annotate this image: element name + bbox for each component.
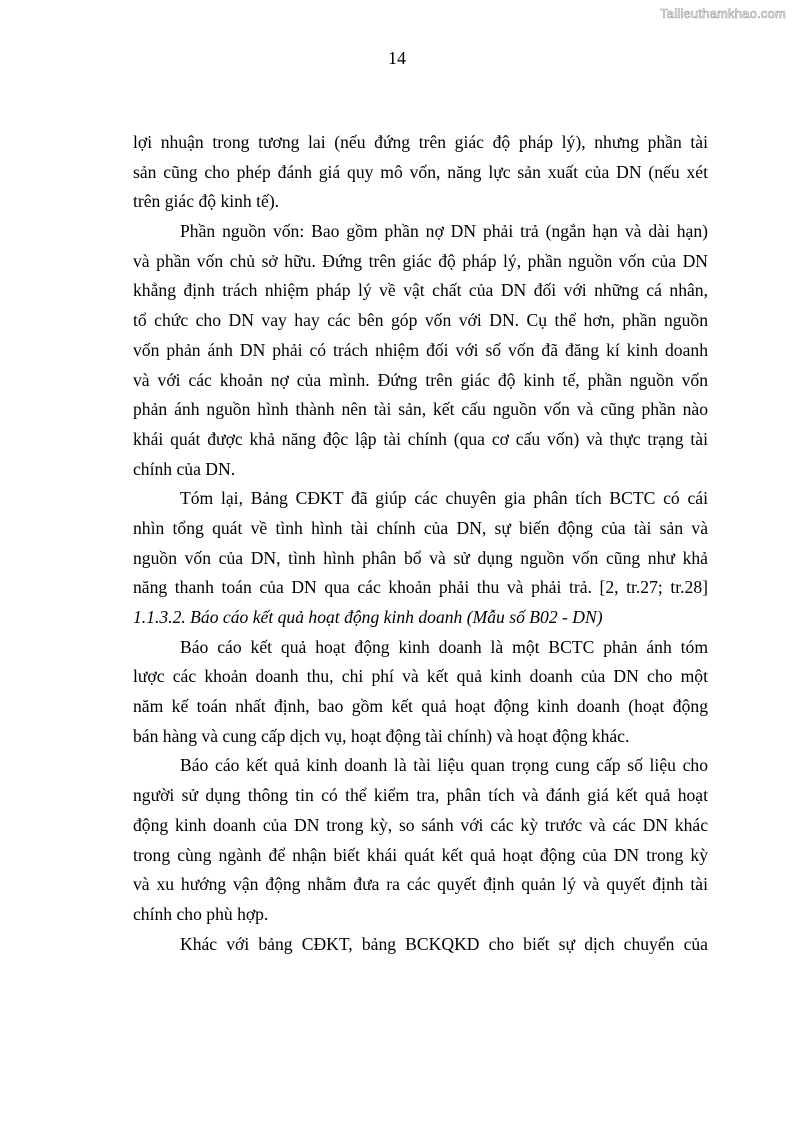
text-line: sản cũng cho phép đánh giá quy mô vốn, năng lực sản xuất của DN (nếu xét [133,161,708,182]
text-line: người sử dụng thông tin có thể kiểm tra, phân tích và đánh giá kết quả hoạt [133,785,708,806]
text-line: Báo cáo kết quả kinh doanh là tài liệu quan trọng cung cấp số liệu cho [180,755,708,776]
text-line: trong cùng ngành để nhận biết khái quát kết quả hoạt động của DN trong kỳ [133,844,708,865]
page-number: 14 [388,48,406,68]
text-line: Tóm lại, Bảng CĐKT đã giúp các chuyên gia phân tích BCTC có cái [180,488,708,509]
text-line: trên giác độ kinh tế). [133,191,280,212]
watermark: Tailieuthamkhao.com [660,6,786,21]
text-line: khẳng định trách nhiệm pháp lý về vật chất của DN đối với những cá nhân, [133,280,708,301]
text-line: vốn phản ánh DN phải có trách nhiệm đối với số vốn đã đăng kí kinh doanh [133,339,708,360]
text-line: và phần vốn chủ sở hữu. Đứng trên giác độ pháp lý, phần nguồn vốn của DN [133,250,708,271]
text-line: lợi nhuận trong tương lai (nếu đứng trên giác độ pháp lý), nhưng phần tài [133,132,708,152]
text-line: và xu hướng vận động nhằm đưa ra các quyết định quản lý và quyết định tài [133,874,708,895]
body-text [133,128,708,959]
text-line: năng thanh toán của DN qua các khoản phải thu và phải trả. [2, tr.27; tr.28] [133,577,708,598]
text-line: phản ánh nguồn hình thành nên tài sản, kết cấu nguồn vốn và cũng phần nào [133,399,708,420]
section-heading: 1.1.3.2. Báo cáo kết quả hoạt động kinh doanh (Mẫu số B02 - DN) [133,607,603,627]
text-line: Báo cáo kết quả hoạt động kinh doanh là một BCTC phản ánh tóm [180,636,708,657]
text-line: động kinh doanh của DN trong kỳ, so sánh với các kỳ trước và các DN khác [133,814,708,835]
text-line: tổ chức cho DN vay hay các bên góp vốn với DN. Cụ thể hơn, phần nguồn [133,310,708,331]
text-line: năm kế toán nhất định, bao gồm kết quả hoạt động kinh doanh (hoạt động [133,696,708,717]
text-line: Khác với bảng CĐKT, bảng BCKQKD cho biết sự dịch chuyển của [180,933,708,954]
text-line: nguồn vốn của DN, tình hình phân bổ và sử dụng nguồn vốn cũng như khả [133,547,708,568]
text-line: chính của DN. [133,458,236,479]
text-line: nhìn tổng quát về tình hình tài chính của DN, sự biến động của tài sản và [133,517,708,538]
text-line: bán hàng và cung cấp dịch vụ, hoạt động tài chính) và hoạt động khác. [133,725,630,746]
text-line: lược các khoản doanh thu, chi phí và kết quả kinh doanh của DN cho một [133,666,708,687]
text-line: Phần nguồn vốn: Bao gồm phần nợ DN phải trả (ngắn hạn và dài hạn) [180,221,708,242]
text-line: khái quát được khả năng độc lập tài chính (qua cơ cấu vốn) và thực trạng tài [133,428,708,449]
text-line: chính cho phù hợp. [133,903,269,924]
text-line: và với các khoản nợ của mình. Đứng trên giác độ kinh tế, phần nguồn vốn [133,369,708,390]
